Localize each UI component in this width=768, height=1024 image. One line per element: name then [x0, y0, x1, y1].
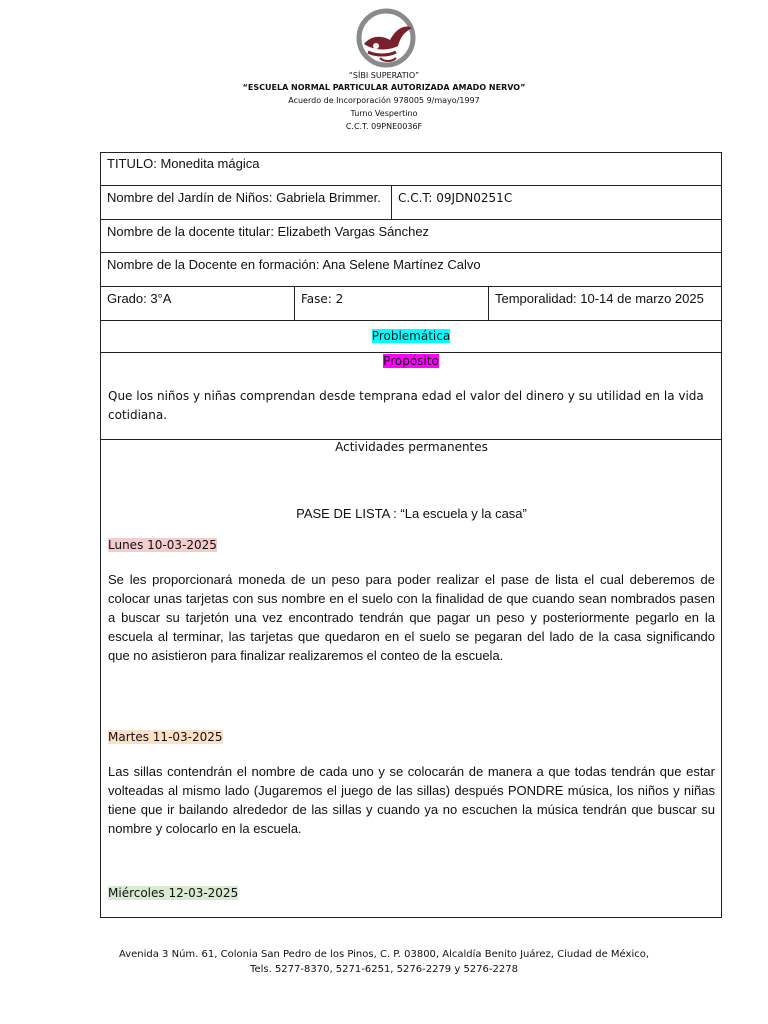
- title-row: [101, 153, 721, 186]
- grade-cell: Grado: 3°A: [101, 287, 295, 320]
- school-cct: C.C.T. 09PNE0036F: [345, 122, 423, 131]
- monday-activity: Se les proporcionará moneda de un peso para poder realizar el pase de lista el cual deberemos de colocar unas tarjetas con sus nombre en el suelo con la finalidad de que cuando sean nombrados pasen a buscar su tarjetón una vez encontrado tendrán que pagar un peso y posteriormente pegarlo en la escuela al terminar, las tarjetas que quedaron en el suelo se pegaran del lado de la casa significando que no asistieron para finalizar realizaremos el conteo de la escuela.: [108, 572, 715, 663]
- title-cell: TITULO: Monedita mágica: [107, 156, 260, 171]
- footer-phones: Tels. 5277-8370, 5271-6251, 5276-2279 y 5276-2278: [250, 964, 518, 975]
- activities-heading: Actividades permanentes: [335, 440, 488, 454]
- grade-row: [101, 287, 721, 321]
- problem-cell: [101, 321, 721, 352]
- school-name: “ESCUELA NORMAL PARTICULAR AUTORIZADA AMADO NERVO”: [242, 83, 526, 92]
- trainee-teacher-name: Nombre de la Docente en formación: Ana Selene Martínez Calvo: [107, 257, 481, 272]
- head-teacher-row: [101, 220, 721, 253]
- tuesday-date: Martes 11-03-2025: [108, 730, 223, 744]
- head-teacher-name: Nombre de la docente titular: Elizabeth Vargas Sánchez: [107, 224, 430, 239]
- problem-row: [101, 321, 721, 353]
- kindergarten-row: [101, 186, 721, 220]
- school-logo-icon: [354, 6, 418, 70]
- purpose-text: Que los niños y niñas comprendan desde temprana edad el valor del dinero y su utilidad en la vida cotidiana.: [108, 389, 704, 422]
- footer-address: Avenida 3 Núm. 61, Colonia San Pedro de los Pinos, C. P. 03800, Alcaldía Benito Juárez, Ciudad de México,: [118, 949, 650, 960]
- kindergarten-name: Nombre del Jardín de Niños: Gabriela Brimmer.: [101, 186, 392, 219]
- school-motto: “SÍBI SUPERATIO”: [348, 71, 420, 80]
- shift-label: Turno Vespertino: [350, 109, 418, 118]
- phase-cell: Fase: 2: [295, 287, 489, 320]
- trainee-teacher-row: [101, 253, 721, 287]
- tuesday-activity: Las sillas contendrán el nombre de cada uno y se colocarán de manera a que todas tendrán que estar volteadas al mismo lado (Jugaremos el juego de las sillas) después PONDRE música, los niños y niñas tiene que ir bailando alrededor de las sillas y cuando ya no escuchen la música tendrán que buscar su nombre y colocarlo en la escuela.: [108, 764, 715, 836]
- problem-heading: Problemática: [371, 329, 451, 343]
- monday-date: Lunes 10-03-2025: [108, 538, 217, 552]
- purpose-heading: Propósito: [383, 354, 439, 368]
- timeframe-cell: Temporalidad: 10-14 de marzo 2025: [495, 291, 704, 306]
- roll-call-title: PASE DE LISTA : “La escuela y la casa”: [296, 506, 527, 521]
- activities-section: [101, 440, 721, 917]
- planning-table: [100, 152, 722, 918]
- incorporation-agreement: Acuerdo de Incorporación 978005 9/mayo/1997: [288, 96, 480, 105]
- wednesday-date: Miércoles 12-03-2025: [108, 886, 239, 900]
- kindergarten-cct: C.C.T: 09JDN0251C: [398, 191, 513, 205]
- purpose-heading-cell: [101, 353, 721, 379]
- purpose-row: [101, 353, 721, 440]
